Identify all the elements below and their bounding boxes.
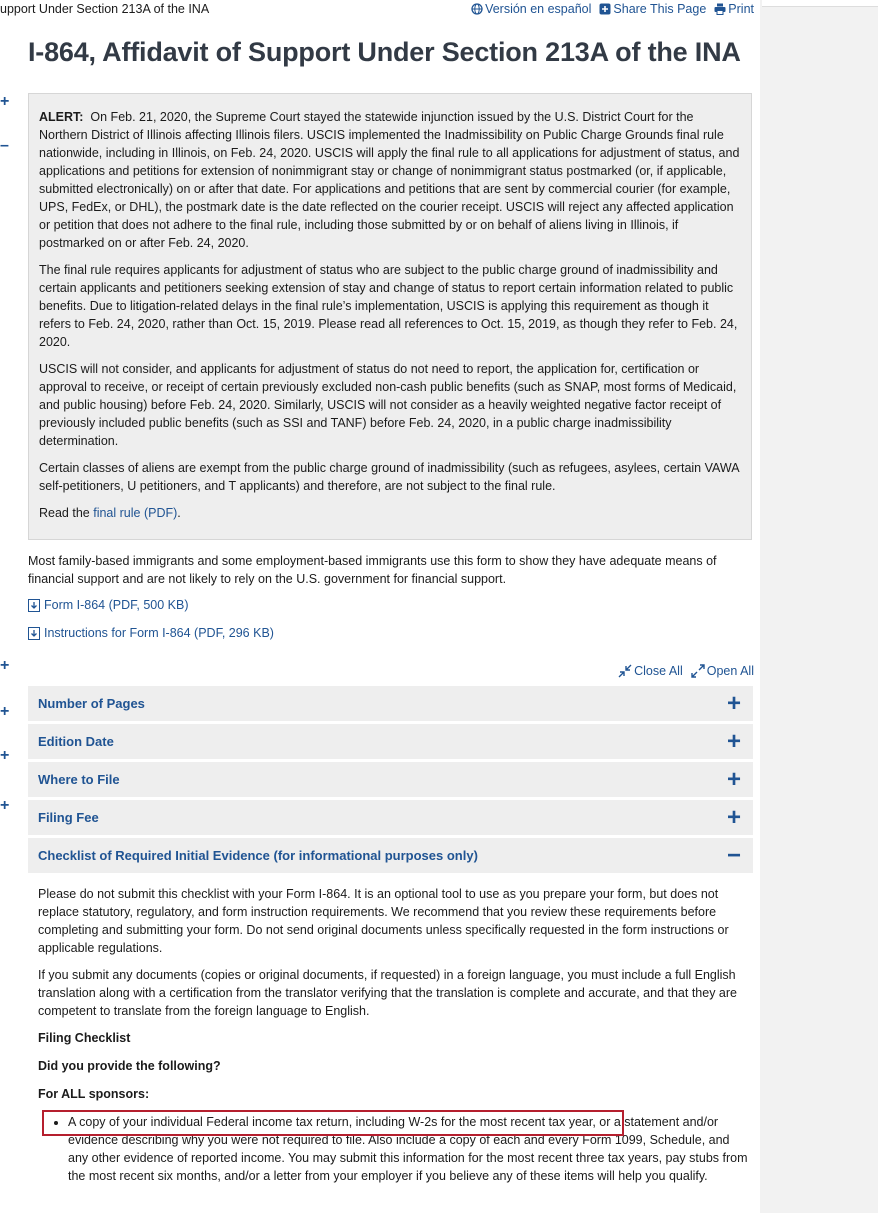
checklist-paragraph-2: If you submit any documents (copies or original documents, if requested) in a foreign language, you must include a full English translation along with a certification from the translator verifying that the translation is complete and accurate, and that they are competent to translate from the foreign language to English. — [38, 968, 737, 1018]
print-link[interactable] — [714, 2, 754, 16]
sidebar-expand-icon[interactable]: + — [0, 797, 10, 814]
accordion-edition-date[interactable] — [28, 724, 753, 759]
accordion-label: Where to File — [38, 772, 120, 787]
breadcrumb[interactable]: upport Under Section 213A of the INA — [0, 2, 210, 16]
intro-text: Most family-based immigrants and some employment-based immigrants use this form to show they have adequate means of financial support and are not likely to rely on the U.S. government for financial support. — [28, 554, 717, 586]
accordion-filing-fee[interactable] — [28, 800, 753, 835]
globe-icon — [471, 3, 483, 15]
plus-icon: + — [726, 765, 741, 793]
printer-icon — [714, 3, 726, 15]
share-label: Share This Page — [613, 2, 707, 16]
sidebar-expand-icon[interactable]: + — [0, 747, 10, 764]
accordion-label: Filing Fee — [38, 810, 99, 825]
checklist-panel — [38, 885, 750, 1185]
accordion-number-of-pages[interactable] — [28, 686, 753, 721]
expand-arrows-icon — [691, 664, 705, 678]
share-link[interactable] — [599, 2, 706, 16]
instructions-download-link[interactable] — [28, 626, 274, 640]
alert-paragraph-2: The final rule requires applicants for adjustment of status who are subject to the public charge ground of inadmissibility and certain applicants and petitioners seeking extension of stay and change of status to report certain information related to public benefits. Due to litigation-related delays in the final rule’s implementation, USCIS is applying this requirement as though it refers to Feb. 24, 2020, rather than Oct. 15, 2019. Please read all references to Oct. 15, 2019, as though they refer to Feb. 24, 2020. — [39, 263, 738, 349]
accordion-checklist[interactable] — [28, 838, 753, 873]
plus-icon: + — [726, 689, 741, 717]
alert-text-1: On Feb. 21, 2020, the Supreme Court stayed the statewide injunction issued by the U.S. District Court for the Northern District of Illinois affecting Illinois filers. USCIS implemented the Inadmissibility on Public Charge Grounds final rule nationwide, including in Illinois, on Feb. 24, 2020. USCIS will apply the final rule to all applications for adjustment of status, and applications and petitions for extension of nonimmigrant stay or change of nonimmigrant status postmarked (or, if applicable, submitted electronically) on or after that date. For applications and petitions that are sent by commercial courier (for example, UPS, FedEx, or DHL), the postmark date is the date reflected on the courier receipt. USCIS will reject any affected application or petition that does not adhere to the final rule, including those submitted by or on behalf of aliens living in Illinois, if postmarked on or after Feb. 24, 2020. — [39, 110, 740, 250]
print-label: Print — [728, 2, 754, 16]
utility-links — [471, 2, 754, 16]
alert-paragraph-4: Certain classes of aliens are exempt from the public charge ground of inadmissibility (such as refugees, asylees, certain VAWA self-petitioners, U petitioners, and T applicants) and therefore, are not subject to the final rule. — [39, 461, 739, 493]
form-download-link[interactable] — [28, 598, 189, 612]
page-title: I-864, Affidavit of Support Under Section 213A of the INA — [28, 37, 741, 67]
close-all-label: Close All — [634, 664, 683, 678]
compress-arrows-icon — [618, 664, 632, 678]
filing-checklist-heading: Filing Checklist — [38, 1031, 131, 1045]
download-icon — [28, 599, 40, 612]
alert-box — [28, 93, 752, 540]
alert-paragraph-1 — [39, 108, 741, 252]
minus-icon: − — [726, 841, 741, 869]
open-all-button[interactable] — [691, 664, 754, 678]
sidebar-expand-icon[interactable]: + — [0, 657, 10, 674]
list-item: • A copy of your individual Federal income tax return, including W-2s for the most recent tax year, or a statement and/or evidence describing why you were not required to file. Also include a copy of each and every Form 1099, Schedule, and any other evidence of reported income. You may submit this information for the most recent three tax years, pay stubs from the most recent six months, and/or a letter from your employer if you believe any of these items will help you qualify. — [68, 1113, 750, 1185]
accordion-label: Number of Pages — [38, 696, 145, 711]
plus-icon: + — [726, 727, 741, 755]
provide-heading: Did you provide the following? — [38, 1059, 221, 1073]
sidebar-expand-icon[interactable]: + — [0, 703, 10, 720]
sidebar-expand-icon[interactable]: + — [0, 93, 10, 110]
accordion-toggles — [618, 664, 754, 678]
plus-icon: + — [726, 803, 741, 831]
read-prefix: Read the — [39, 506, 90, 520]
alert-label: ALERT: — [39, 110, 84, 124]
right-gutter — [760, 0, 878, 1213]
all-sponsors-heading: For ALL sponsors: — [38, 1087, 150, 1101]
accordion-label: Edition Date — [38, 734, 114, 749]
instructions-download-label: Instructions for Form I-864 (PDF, 296 KB) — [44, 626, 274, 640]
open-all-label: Open All — [706, 664, 754, 678]
alert-paragraph-3: USCIS will not consider, and applicants for adjustment of status do not need to report, the application for, certification or approval to receive, or receipt of certain previously excluded non-cash public benefits (such as SNAP, most forms of Medicaid, and public housing) before Feb. 24, 2020. Similarly, USCIS will not consider as a heavily weighted negative factor receipt of previously included public benefits (such as SSI and TANF) before Feb. 24, 2020, in a public charge inadmissibility determination. — [39, 362, 737, 448]
spanish-label: Versión en español — [485, 2, 592, 16]
highlight-box — [42, 1110, 624, 1136]
alert-paragraph-5 — [39, 504, 741, 522]
gutter-top-box — [762, 0, 878, 7]
close-all-button[interactable] — [618, 664, 683, 678]
accordion-label: Checklist of Required Initial Evidence (for informational purposes only) — [38, 848, 478, 863]
form-download-label: Form I-864 (PDF, 500 KB) — [44, 598, 189, 612]
checklist-paragraph-1: Please do not submit this checklist with your Form I-864. It is an optional tool to use as you prepare your form, but does not replace statutory, regulatory, and form instruction requirements. We recommend that you review these requirements before completing and submitting your form. Do not send original documents unless specifically requested in the form instructions or applicable regulations. — [38, 887, 729, 955]
spanish-link[interactable] — [471, 2, 591, 16]
download-icon — [28, 627, 40, 640]
share-plus-icon — [599, 3, 611, 15]
accordion-where-to-file[interactable] — [28, 762, 753, 797]
read-suffix: . — [177, 506, 181, 520]
sidebar-collapse-icon[interactable]: – — [0, 137, 9, 154]
final-rule-link[interactable]: final rule (PDF) — [93, 506, 178, 520]
